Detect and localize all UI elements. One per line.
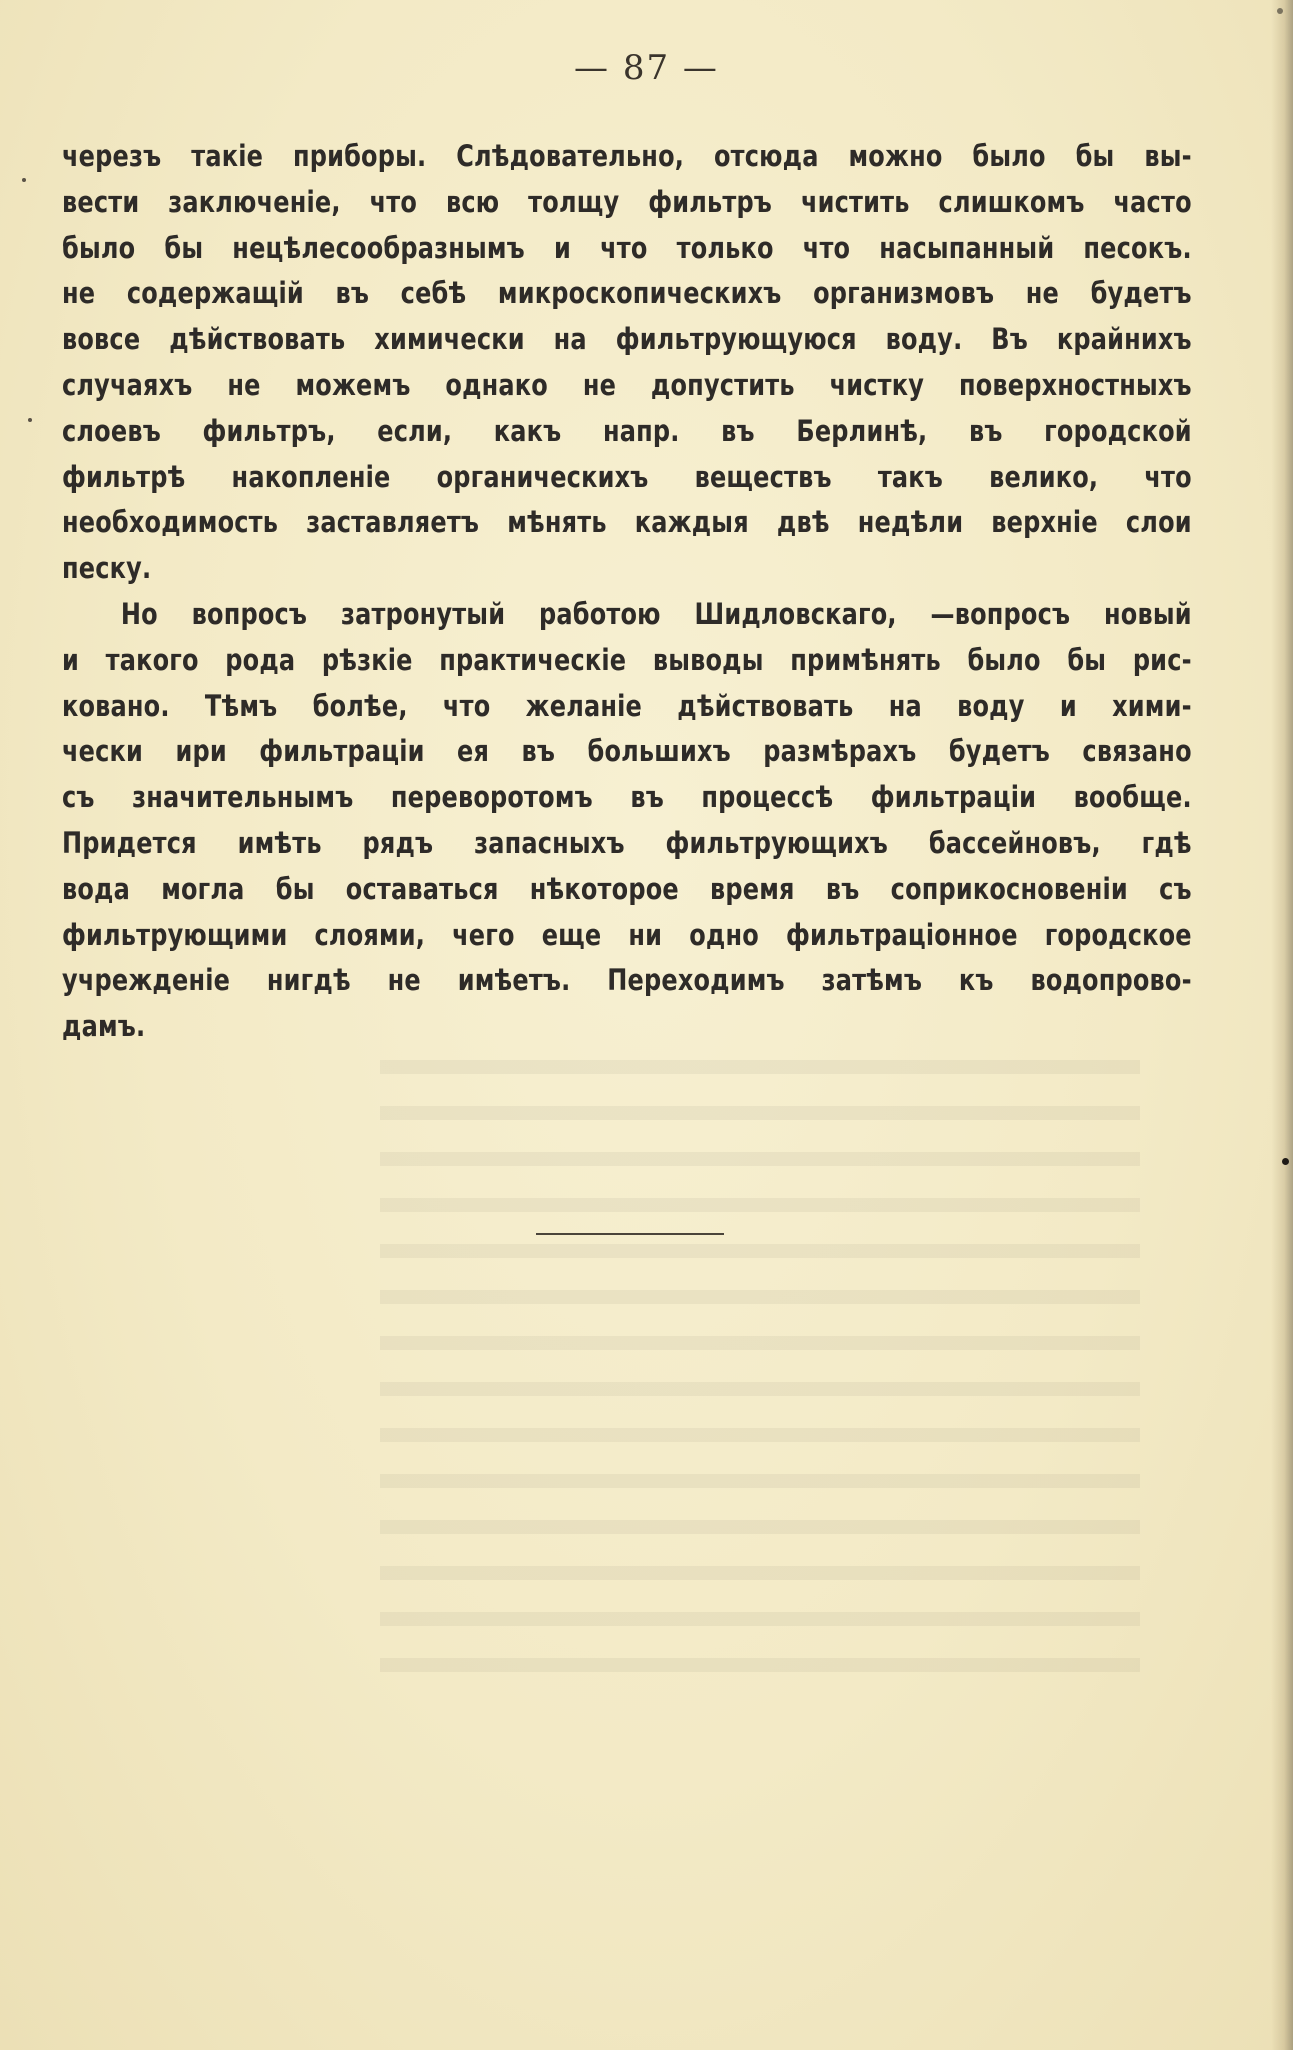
text-line: вода могла бы оставаться нѣкоторое время въ соприкосновеніи съ (62, 871, 1192, 906)
body-text (62, 134, 1192, 1050)
paragraph-1 (62, 134, 1192, 592)
ink-speck (28, 418, 32, 422)
text-line: песку. (62, 551, 152, 586)
text-line: случаяхъ не можемъ однако не допустить чистку поверхностныхъ (62, 367, 1192, 402)
text-line: не содержащій въ себѣ микроскопическихъ организмовъ не будетъ (62, 276, 1192, 311)
page-number: — 87 — (574, 48, 719, 88)
bleed-through-texture (380, 1060, 1140, 1680)
text-line: и такого рода рѣзкіе практическіе выводы примѣнять было бы рис- (62, 642, 1192, 677)
text-line: вести заключеніе, что всю толщу фильтръ чистить слишкомъ часто (62, 184, 1192, 219)
section-divider-rule (536, 1233, 724, 1235)
text-line: дамъ. (62, 1009, 146, 1044)
text-line: было бы нецѣлесообразнымъ и что только что насыпанный песокъ. (62, 230, 1192, 265)
text-line: съ значительнымъ переворотомъ въ процессѣ фильтраціи вообще. (62, 780, 1192, 815)
ink-speck (1282, 1158, 1289, 1165)
ink-speck (22, 178, 26, 182)
page-edge-shadow (1271, 0, 1293, 2050)
text-line: чески ири фильтраціи ея въ большихъ размѣрахъ будетъ связано (62, 734, 1192, 769)
paragraph-2 (62, 592, 1192, 1050)
text-line: вовсе дѣйствовать химически на фильтрующуюся воду. Въ крайнихъ (62, 322, 1192, 357)
text-line: учрежденіе нигдѣ не имѣетъ. Переходимъ затѣмъ къ водопрово- (62, 963, 1192, 998)
text-line: Придется имѣть рядъ запасныхъ фильтрующихъ бассейновъ, гдѣ (62, 825, 1192, 860)
text-line: слоевъ фильтръ, если, какъ напр. въ Берлинѣ, въ городской (62, 413, 1192, 448)
ink-speck (1277, 8, 1283, 14)
text-line: черезъ такіе приборы. Слѣдовательно, отсюда можно было бы вы- (62, 139, 1192, 173)
text-line: ковано. Тѣмъ болѣе, что желаніе дѣйствовать на воду и хими- (62, 688, 1192, 723)
text-line: Но вопросъ затронутый работою Шидловскаго, —вопросъ новый (120, 596, 1192, 631)
text-line: необходимость заставляетъ мѣнять каждыя двѣ недѣли верхніе слои (62, 505, 1192, 540)
text-line: фильтрѣ накопленіе органическихъ веществъ такъ велико, что (62, 459, 1192, 494)
text-line: фильтрующими слоями, чего еще ни одно фильтраціонное городское (62, 917, 1192, 952)
